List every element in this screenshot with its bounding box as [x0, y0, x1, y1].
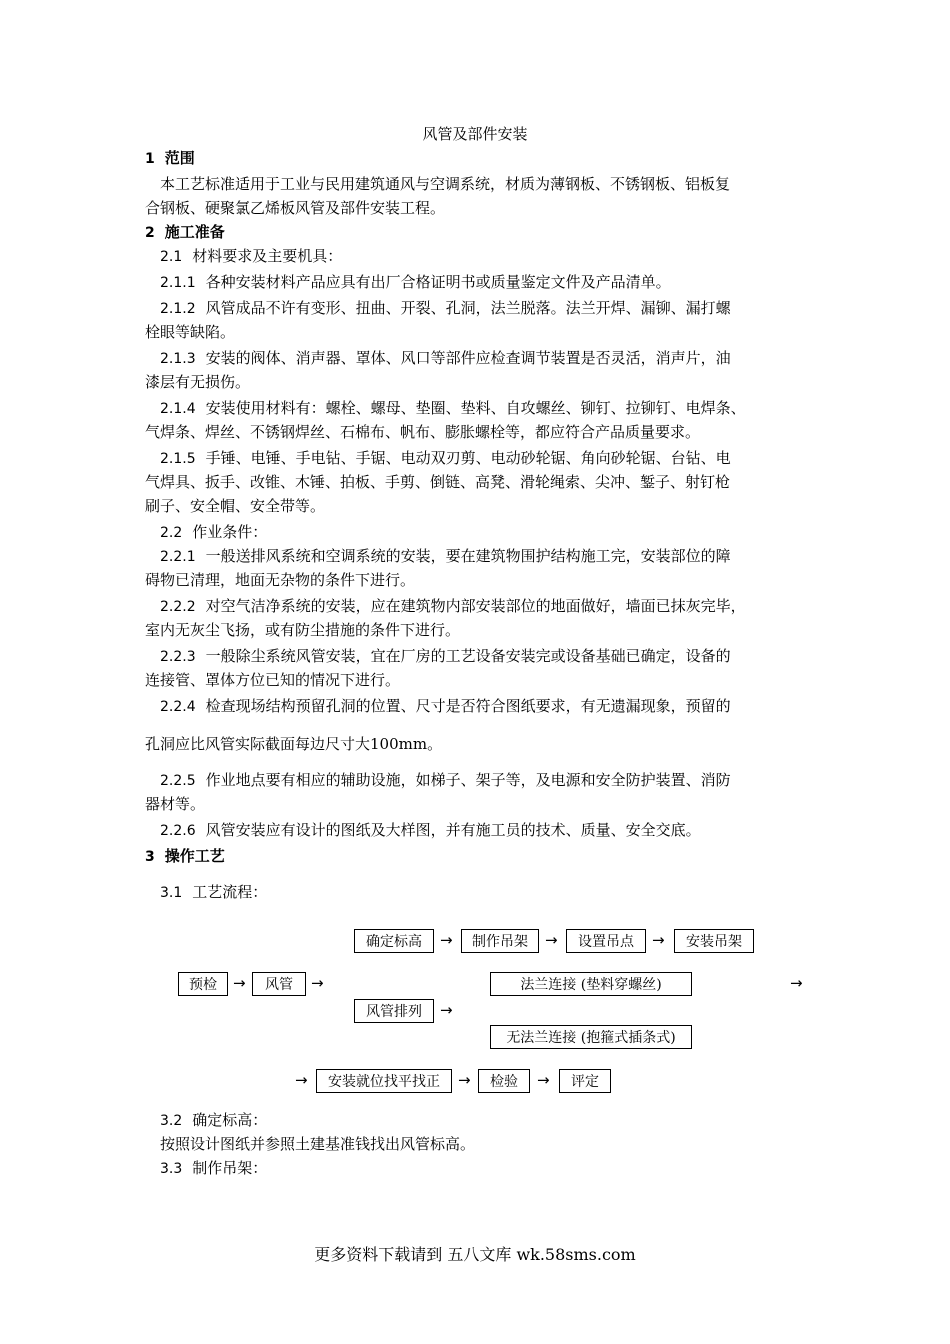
paragraph-line: 碍物已清理，地面无杂物的条件下进行。	[145, 571, 416, 589]
flow-box-set-hanging-point: 设置吊点	[566, 929, 646, 953]
clause-2-2-3: 2.2.3 一般除尘系统风管安装，宜在厂房的工艺设备安装完或设备基础已确定，设备的	[160, 647, 731, 665]
flow-arrow: →	[440, 931, 453, 949]
flow-arrow: →	[295, 1071, 308, 1089]
clause-2-2: 2.2 作业条件：	[160, 523, 268, 541]
flow-arrow: →	[458, 1071, 471, 1089]
flow-box-inspect: 检验	[478, 1069, 530, 1093]
flow-box-flangeless-connection: 无法兰连接 (抱箍式插条式)	[490, 1025, 692, 1049]
flow-box-duct: 风管	[252, 972, 306, 996]
section-title: 范围	[164, 149, 195, 167]
flow-box-set-elevation: 确定标高	[354, 929, 434, 953]
clause-2-2-2: 2.2.2 对空气洁净系统的安装，应在建筑物内部安装部位的地面做好，墙面已抹灰完毕，	[160, 597, 746, 615]
flow-box-duct-arrange: 风管排列	[354, 999, 434, 1023]
section-title: 施工准备	[164, 223, 225, 241]
clause-3-3: 3.3 制作吊架：	[160, 1159, 268, 1177]
clause-2-2-1: 2.2.1 一般送排风系统和空调系统的安装，要在建筑物围护结构施工完，安装部位的障	[160, 547, 731, 565]
page-title: 风管及部件安装	[422, 125, 528, 143]
clause-2-1-5: 2.1.5 手锤、电锤、手电钻、手锯、电动双刃剪、电动砂轮锯、角向砂轮锯、台钻、电	[160, 449, 731, 467]
clause-2-2-5: 2.2.5 作业地点要有相应的辅助设施，如梯子、架子等，及电源和安全防护装置、消防	[160, 771, 731, 789]
section-number: 2	[145, 225, 155, 241]
paragraph-line: 气焊条、焊丝、不锈钢焊丝、石棉布、帆布、膨胀螺栓等，都应符合产品质量要求。	[145, 423, 701, 441]
section-2-heading	[145, 222, 810, 243]
flow-box-evaluate: 评定	[559, 1069, 611, 1093]
clause-2-1: 2.1 材料要求及主要机具：	[160, 247, 343, 265]
paragraph-line: 漆层有无损伤。	[145, 373, 251, 391]
flow-arrow: →	[440, 1001, 453, 1019]
flow-box-install-hanger: 安装吊架	[674, 929, 754, 953]
flow-arrow: →	[233, 974, 246, 992]
clause-3-1: 3.1 工艺流程：	[160, 883, 268, 901]
clause-2-2-4: 2.2.4 检查现场结构预留孔洞的位置、尺寸是否符合图纸要求，有无遗漏现象，预留的	[160, 697, 731, 715]
paragraph-line: 连接管、罩体方位已知的情况下进行。	[145, 671, 401, 689]
paragraph-line: 室内无灰尘飞扬，或有防尘措施的条件下进行。	[145, 621, 461, 639]
flow-box-pre-check: 预检	[178, 972, 228, 996]
clause-2-1-3: 2.1.3 安装的阀体、消声器、罩体、风口等部件应检查调节装置是否灵活，消声片，油	[160, 349, 731, 367]
section-number: 1	[145, 151, 155, 167]
section-3-heading	[145, 846, 810, 867]
flow-box-make-hanger: 制作吊架	[461, 929, 539, 953]
paragraph-line: 器材等。	[145, 795, 206, 813]
paragraph-line: 栓眼等缺陷。	[145, 323, 236, 341]
flow-box-install-align: 安装就位找平找正	[316, 1069, 452, 1093]
paragraph-line: 孔洞应比风管实际截面每边尺寸大100mm。	[145, 735, 443, 753]
section-number: 3	[145, 849, 155, 865]
section-title: 操作工艺	[164, 847, 225, 865]
flow-arrow: →	[311, 974, 324, 992]
paragraph-line: 刷子、安全帽、安全带等。	[145, 497, 326, 515]
flow-arrow: →	[790, 974, 803, 992]
paragraph-line: 合钢板、硬聚氯乙烯板风管及部件安装工程。	[145, 199, 446, 217]
clause-2-1-2: 2.1.2 风管成品不许有变形、扭曲、开裂、孔洞，法兰脱落。法兰开焊、漏铆、漏打螺	[160, 299, 731, 317]
page-footer: 更多资料下载请到 五八文库 wk.58sms.com	[314, 1245, 636, 1264]
clause-2-1-1: 2.1.1 各种安装材料产品应具有出厂合格证明书或质量鉴定文件及产品清单。	[160, 273, 671, 291]
flow-arrow: →	[652, 931, 665, 949]
flow-arrow: →	[545, 931, 558, 949]
paragraph-line: 气焊具、扳手、改锥、木锤、拍板、手剪、倒链、高凳、滑轮绳索、尖冲、錾子、射钉枪	[145, 473, 731, 491]
paragraph-line: 按照设计图纸并参照土建基准钱找出风管标高。	[160, 1135, 476, 1153]
section-1-heading	[145, 148, 810, 169]
clause-2-1-4: 2.1.4 安装使用材料有：螺栓、螺母、垫圈、垫料、自攻螺丝、铆钉、拉铆钉、电焊条、	[160, 399, 746, 417]
clause-2-2-6: 2.2.6 风管安装应有设计的图纸及大样图，并有施工员的技术、质量、安全交底。	[160, 821, 701, 839]
paragraph-line: 本工艺标准适用于工业与民用建筑通风与空调系统，材质为薄钢板、不锈钢板、铝板复	[160, 175, 731, 193]
flow-box-flange-connection: 法兰连接 (垫料穿螺丝)	[490, 972, 692, 996]
flow-arrow: →	[537, 1071, 550, 1089]
clause-3-2: 3.2 确定标高：	[160, 1111, 268, 1129]
